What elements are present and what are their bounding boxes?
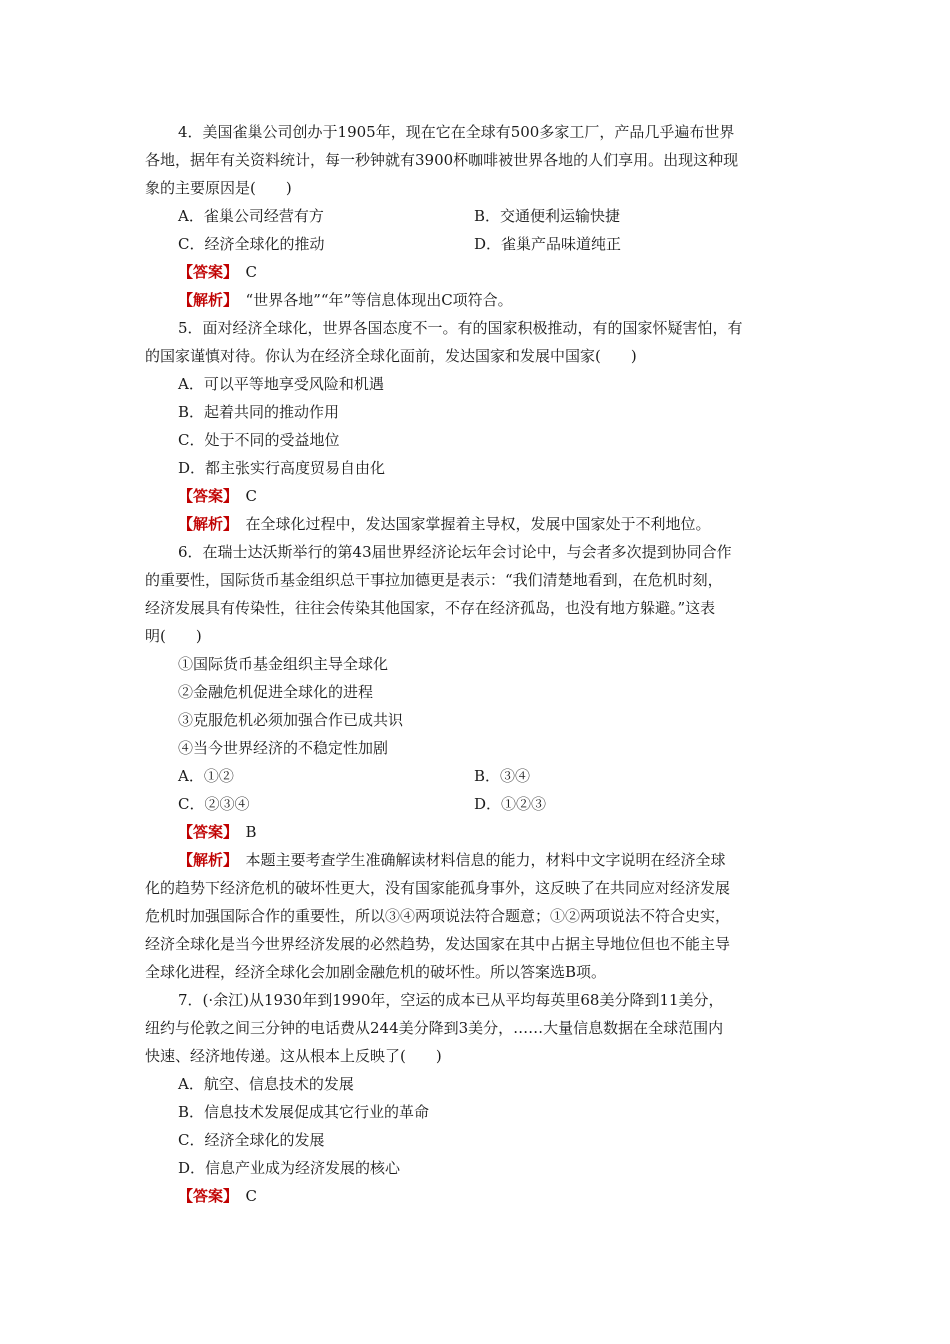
q5-stem-line-1: 5．面对经济全球化，世界各国态度不一。有的国家积极推动，有的国家怀疑害怕，有 [178, 319, 743, 337]
q7-stem-line-3: 快速、经济地传递。这从根本上反映了( ) [145, 1047, 442, 1065]
q6-statement-1: ①国际货币基金组织主导全球化 [178, 655, 389, 673]
q5-option-a: A．可以平等地享受风险和机遇 [178, 375, 384, 393]
q6-statement-4: ④当今世界经济的不稳定性加剧 [178, 739, 389, 757]
analysis-tag: 【解析】 [178, 291, 231, 309]
analysis-text: “世界各地”“年”等信息体现出C项符合。 [245, 291, 513, 309]
q5-stem-line-2: 的国家谨慎对待。你认为在经济全球化面前，发达国家和发展中国家( ) [145, 347, 637, 365]
q6-answer [178, 822, 257, 842]
q6-stem-line-4: 明( ) [145, 627, 202, 645]
q6-analysis-line-2: 化的趋势下经济危机的破坏性更大，没有国家能孤身事外，这反映了在共同应对经济发展 [145, 879, 731, 897]
answer-value: B [245, 823, 257, 841]
answer-tag: 【答案】 [178, 263, 231, 281]
q6-stem-line-2: 的重要性，国际货币基金组织总干事拉加德更是表示：“我们清楚地看到，在危机时刻， [145, 571, 723, 589]
q4-stem-line-3: 象的主要原因是( ) [145, 179, 292, 197]
answer-tag: 【答案】 [178, 1187, 231, 1205]
analysis-tag: 【解析】 [178, 851, 231, 869]
q5-option-b: B．起着共同的推动作用 [178, 403, 340, 421]
q6-statement-3: ③克服危机必须加强合作已成共识 [178, 711, 404, 729]
q6-analysis-line-5: 全球化进程，经济全球化会加剧金融危机的破坏性。所以答案选B项。 [145, 963, 607, 981]
q5-option-d: D．都主张实行高度贸易自由化 [178, 459, 386, 477]
q4-option-b: B．交通便利运输快捷 [474, 207, 621, 225]
analysis-text: 本题主要考查学生准确解读材料信息的能力，材料中文字说明在经济全球 [245, 851, 726, 869]
answer-tag: 【答案】 [178, 487, 231, 505]
q7-option-a: A．航空、信息技术的发展 [178, 1075, 354, 1093]
analysis-tag: 【解析】 [178, 515, 231, 533]
answer-value: C [245, 487, 258, 505]
answer-tag: 【答案】 [178, 823, 231, 841]
q6-statement-2: ②金融危机促进全球化的进程 [178, 683, 374, 701]
q6-option-c: C．②③④ [178, 795, 250, 813]
q7-stem-line-2: 纽约与伦敦之间三分钟的电话费从244美分降到3美分，……大量信息数据在全球范围内 [145, 1019, 724, 1037]
q6-stem-line-3: 经济发展具有传染性，往往会传染其他国家，不存在经济孤岛，也没有地方躲避。”这表 [145, 599, 716, 617]
q6-option-d: D．①②③ [474, 795, 547, 813]
q6-option-a: A．①② [178, 767, 234, 785]
answer-value: C [245, 263, 258, 281]
q4-stem-line-1: 4．美国雀巢公司创办于1905年，现在它在全球有500多家工厂，产品几乎遍布世界 [178, 123, 735, 141]
q4-option-a: A．雀巢公司经营有方 [178, 207, 324, 225]
q7-stem-line-1: 7．(·余江)从1930年到1990年，空运的成本已从平均每英里68美分降到11美分， [178, 991, 724, 1009]
q4-option-c: C．经济全球化的推动 [178, 235, 325, 253]
q4-analysis [178, 290, 513, 310]
q7-option-d: D．信息产业成为经济发展的核心 [178, 1159, 401, 1177]
q5-option-c: C．处于不同的受益地位 [178, 431, 340, 449]
q4-answer [178, 262, 257, 282]
q5-analysis [178, 514, 711, 534]
q7-option-c: C．经济全球化的发展 [178, 1131, 325, 1149]
q4-option-d: D．雀巢产品味道纯正 [474, 235, 622, 253]
q7-option-b: B．信息技术发展促成其它行业的革命 [178, 1103, 430, 1121]
q6-option-b: B．③④ [474, 767, 531, 785]
q6-stem-line-1: 6．在瑞士达沃斯举行的第43届世界经济论坛年会讨论中，与会者多次提到协同合作 [178, 543, 732, 561]
q5-answer [178, 486, 257, 506]
q7-answer [178, 1186, 257, 1206]
q6-analysis-line-3: 危机时加强国际合作的重要性，所以③④两项说法符合题意；①②两项说法不符合史实， [145, 907, 731, 925]
q6-analysis-line-1 [178, 850, 726, 870]
q6-analysis-line-4: 经济全球化是当今世界经济发展的必然趋势，发达国家在其中占据主导地位但也不能主导 [145, 935, 731, 953]
analysis-text: 在全球化过程中，发达国家掌握着主导权，发展中国家处于不利地位。 [245, 515, 711, 533]
answer-value: C [245, 1187, 258, 1205]
q4-stem-line-2: 各地，据年有关资料统计，每一秒钟就有3900杯咖啡被世界各地的人们享用。出现这种现 [145, 151, 739, 169]
